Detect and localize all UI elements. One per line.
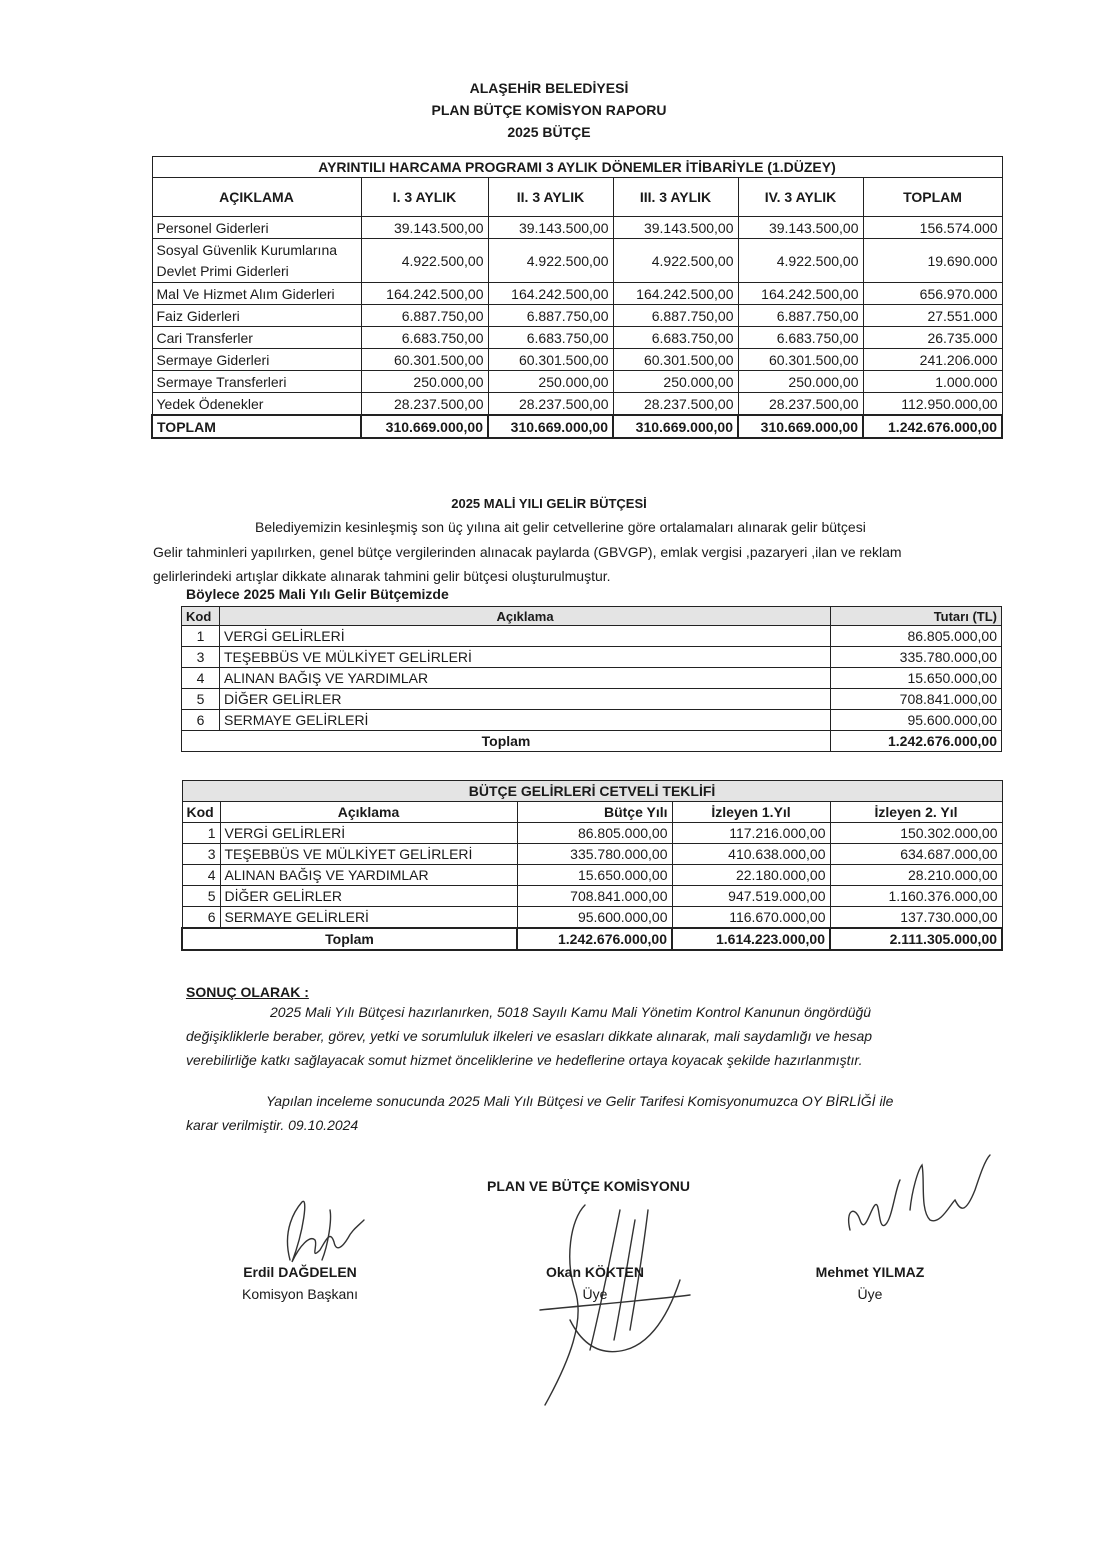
amount-cell: 28.210.000,00: [830, 865, 1002, 886]
row-label: Personel Giderleri: [152, 217, 361, 239]
code-cell: 1: [182, 626, 220, 647]
table-row: [182, 626, 1002, 647]
cell-value: 6.683.750,00: [738, 327, 863, 349]
amount-cell: 137.730.000,00: [830, 907, 1002, 929]
cell-value: 164.242.500,00: [738, 283, 863, 305]
signatory-name: Okan KÖKTEN: [545, 1264, 644, 1280]
column-header: Kod: [182, 802, 220, 823]
revenue-section-title: 2025 MALİ YILI GELİR BÜTÇESİ: [451, 496, 647, 511]
column-header: İzleyen 2. Yıl: [830, 802, 1002, 823]
signatory-role: Üye: [582, 1286, 608, 1302]
municipality-title: ALAŞEHİR BELEDİYESİ: [469, 80, 629, 96]
description-cell: ALINAN BAĞIŞ VE YARDIMLAR: [220, 668, 831, 689]
cell-value: 28.237.500,00: [488, 393, 613, 416]
column-header: Açıklama: [220, 607, 831, 626]
signatory-role: Üye: [857, 1286, 883, 1302]
amount-cell: 947.519.000,00: [672, 886, 830, 907]
code-cell: 3: [182, 647, 220, 668]
cell-value: 27.551.000: [863, 305, 1002, 327]
amount-cell: 86.805.000,00: [831, 626, 1002, 647]
conclusion-paragraph-line: karar verilmiştir. 09.10.2024: [186, 1117, 359, 1133]
description-cell: VERGİ GELİRLERİ: [220, 823, 517, 844]
schedule-table-title: BÜTÇE GELİRLERİ CETVELİ TEKLİFİ: [182, 781, 1002, 802]
signatory-name: Erdil DAĞDELEN: [243, 1264, 357, 1280]
row-label: Sermaye Giderleri: [152, 349, 361, 371]
amount-cell: 708.841.000,00: [517, 886, 672, 907]
cell-value: 1.000.000: [863, 371, 1002, 393]
description-cell: VERGİ GELİRLERİ: [220, 626, 831, 647]
amount-cell: 117.216.000,00: [672, 823, 830, 844]
amount-cell: 708.841.000,00: [831, 689, 1002, 710]
column-header: Açıklama: [220, 802, 517, 823]
cell-value: 156.574.000: [863, 217, 1002, 239]
column-header: AÇIKLAMA: [152, 178, 361, 217]
column-header: Kod: [182, 607, 220, 626]
conclusion-paragraph-line: Yapılan inceleme sonucunda 2025 Mali Yılı Bütçesi ve Gelir Tarifesi Komisyonumuzca OY BİRLİĞİ ile: [266, 1093, 894, 1109]
row-label: Sermaye Transferleri: [152, 371, 361, 393]
conclusion-heading: SONUÇ OLARAK :: [186, 984, 309, 1000]
cell-value: 250.000,00: [738, 371, 863, 393]
cell-value: 60.301.500,00: [613, 349, 738, 371]
table-total-row: [182, 928, 1002, 950]
cell-value: 39.143.500,00: [613, 217, 738, 239]
description-cell: SERMAYE GELİRLERİ: [220, 710, 831, 731]
table-row: [182, 865, 1002, 886]
total-label: Toplam: [182, 731, 831, 752]
code-cell: 3: [182, 844, 220, 865]
amount-cell: 22.180.000,00: [672, 865, 830, 886]
table-row: [182, 823, 1002, 844]
conclusion-paragraph-line: 2025 Mali Yılı Bütçesi hazırlanırken, 5018 Sayılı Kamu Mali Yönetim Kontrol Kanunun öngördüğü: [270, 1004, 872, 1020]
table-header-row: [152, 178, 1002, 217]
budget-year-title: 2025 BÜTÇE: [507, 124, 591, 140]
cell-value: 6.887.750,00: [613, 305, 738, 327]
total-value: 1.242.676.000,00: [863, 415, 1002, 438]
amount-cell: 116.670.000,00: [672, 907, 830, 929]
cell-value: 26.735.000: [863, 327, 1002, 349]
description-cell: TEŞEBBÜS VE MÜLKİYET GELİRLERİ: [220, 844, 517, 865]
total-value: 1.242.676.000,00: [517, 928, 672, 950]
cell-value: 4.922.500,00: [738, 239, 863, 283]
code-cell: 6: [182, 710, 220, 731]
cell-value: 4.922.500,00: [488, 239, 613, 283]
total-value: 310.669.000,00: [613, 415, 738, 438]
total-label: Toplam: [182, 928, 517, 950]
cell-value: 656.970.000: [863, 283, 1002, 305]
table-row: [152, 371, 1002, 393]
cell-value: 60.301.500,00: [488, 349, 613, 371]
cell-value: 241.206.000: [863, 349, 1002, 371]
description-cell: SERMAYE GELİRLERİ: [220, 907, 517, 929]
code-cell: 6: [182, 907, 220, 929]
amount-cell: 634.687.000,00: [830, 844, 1002, 865]
conclusion-paragraph-line: değişikliklerle beraber, görev, yetki ve sorumluluk ilkeleri ve esasları dikkate alınarak, mali saydamlığı ve hesap: [186, 1028, 873, 1044]
cell-value: 250.000,00: [488, 371, 613, 393]
table-title-row: [182, 781, 1002, 802]
cell-value: 28.237.500,00: [361, 393, 488, 416]
total-value: 310.669.000,00: [738, 415, 863, 438]
revenue-schedule-table: [181, 780, 1003, 951]
description-cell: DİĞER GELİRLER: [220, 886, 517, 907]
cell-value: 28.237.500,00: [738, 393, 863, 416]
cell-value: 250.000,00: [361, 371, 488, 393]
table-row: [152, 393, 1002, 416]
cell-value: 60.301.500,00: [361, 349, 488, 371]
code-cell: 4: [182, 668, 220, 689]
revenue-paragraph-line: Gelir tahminleri yapılırken, genel bütçe vergilerinden alınacak paylarda (GBVGP), emlak vergisi ,pazaryeri ,ilan ve reklam: [153, 544, 902, 560]
table-total-row: [182, 731, 1002, 752]
table-header-row: [182, 607, 1002, 626]
table-row: [182, 907, 1002, 929]
row-label: Mal Ve Hizmet Alım Giderleri: [152, 283, 361, 305]
amount-cell: 15.650.000,00: [517, 865, 672, 886]
signatory-name: Mehmet YILMAZ: [815, 1264, 925, 1280]
cell-value: 6.887.750,00: [488, 305, 613, 327]
amount-cell: 410.638.000,00: [672, 844, 830, 865]
revenue-subtitle: Böylece 2025 Mali Yılı Gelir Bütçemizde: [186, 586, 449, 602]
table-title-row: [152, 157, 1002, 178]
code-cell: 1: [182, 823, 220, 844]
cell-value: 250.000,00: [613, 371, 738, 393]
total-value: 2.111.305.000,00: [830, 928, 1002, 950]
column-header: İzleyen 1.Yıl: [672, 802, 830, 823]
table-row: [182, 647, 1002, 668]
amount-cell: 150.302.000,00: [830, 823, 1002, 844]
column-header: Tutarı (TL): [831, 607, 1002, 626]
table-row: [152, 217, 1002, 239]
amount-cell: 86.805.000,00: [517, 823, 672, 844]
cell-value: 6.887.750,00: [738, 305, 863, 327]
amount-cell: 95.600.000,00: [517, 907, 672, 929]
table-row: [152, 327, 1002, 349]
signature-okan: [530, 1200, 700, 1410]
revenue-paragraph-line: Belediyemizin kesinleşmiş son üç yılına ait gelir cetvellerine göre ortalamaları alınarak gelir bütçesi: [255, 519, 866, 535]
table-row: [182, 689, 1002, 710]
cell-value: 28.237.500,00: [613, 393, 738, 416]
cell-value: 39.143.500,00: [361, 217, 488, 239]
program-table-title: AYRINTILI HARCAMA PROGRAMI 3 AYLIK DÖNEMLER İTİBARİYLE (1.DÜZEY): [152, 157, 1002, 178]
cell-value: 39.143.500,00: [738, 217, 863, 239]
cell-value: 112.950.000,00: [863, 393, 1002, 416]
amount-cell: 1.160.376.000,00: [830, 886, 1002, 907]
table-row: [152, 305, 1002, 327]
signature-mehmet: [840, 1150, 1000, 1260]
column-header: II. 3 AYLIK: [488, 178, 613, 217]
cell-value: 6.683.750,00: [613, 327, 738, 349]
row-label: Cari Transferler: [152, 327, 361, 349]
cell-value: 4.922.500,00: [613, 239, 738, 283]
column-header: Bütçe Yılı: [517, 802, 672, 823]
total-value: 1.242.676.000,00: [831, 731, 1002, 752]
column-header: IV. 3 AYLIK: [738, 178, 863, 217]
code-cell: 5: [182, 689, 220, 710]
cell-value: 19.690.000: [863, 239, 1002, 283]
row-label: Faiz Giderleri: [152, 305, 361, 327]
revenue-table: [181, 606, 1002, 752]
description-cell: TEŞEBBÜS VE MÜLKİYET GELİRLERİ: [220, 647, 831, 668]
cell-value: 4.922.500,00: [361, 239, 488, 283]
row-label: Yedek Ödenekler: [152, 393, 361, 416]
expenditure-program-table: [151, 156, 1003, 439]
revenue-paragraph-line: gelirlerindeki artışlar dikkate alınarak tahmini gelir bütçesi oluşturulmuştur.: [153, 568, 611, 584]
table-row: [182, 886, 1002, 907]
amount-cell: 335.780.000,00: [831, 647, 1002, 668]
cell-value: 164.242.500,00: [613, 283, 738, 305]
code-cell: 5: [182, 886, 220, 907]
total-label: TOPLAM: [152, 415, 361, 438]
code-cell: 4: [182, 865, 220, 886]
cell-value: 60.301.500,00: [738, 349, 863, 371]
cell-value: 164.242.500,00: [488, 283, 613, 305]
table-row: [182, 710, 1002, 731]
total-value: 310.669.000,00: [488, 415, 613, 438]
table-row: [152, 283, 1002, 305]
amount-cell: 95.600.000,00: [831, 710, 1002, 731]
description-cell: DİĞER GELİRLER: [220, 689, 831, 710]
table-row: [152, 239, 1002, 283]
total-value: 310.669.000,00: [361, 415, 488, 438]
column-header: I. 3 AYLIK: [361, 178, 488, 217]
amount-cell: 335.780.000,00: [517, 844, 672, 865]
total-value: 1.614.223.000,00: [672, 928, 830, 950]
amount-cell: 15.650.000,00: [831, 668, 1002, 689]
table-row: [182, 668, 1002, 689]
cell-value: 6.683.750,00: [361, 327, 488, 349]
table-header-row: [182, 802, 1002, 823]
table-total-row: [152, 415, 1002, 438]
table-row: [152, 349, 1002, 371]
conclusion-paragraph-line: verebilirliğe katkı sağlayacak somut hizmet önceliklerine ve hedeflerine ortaya koyacak şekilde hazırlanmıştır.: [186, 1052, 863, 1068]
signatory-role: Komisyon Başkanı: [242, 1286, 358, 1302]
column-header: III. 3 AYLIK: [613, 178, 738, 217]
row-label: Sosyal Güvenlik Kurumlarına Devlet Primi Giderleri: [152, 239, 361, 283]
table-row: [182, 844, 1002, 865]
cell-value: 164.242.500,00: [361, 283, 488, 305]
report-title: PLAN BÜTÇE KOMİSYON RAPORU: [431, 102, 667, 118]
cell-value: 6.887.750,00: [361, 305, 488, 327]
committee-title: PLAN VE BÜTÇE KOMİSYONU: [487, 1178, 691, 1194]
cell-value: 39.143.500,00: [488, 217, 613, 239]
column-header: TOPLAM: [863, 178, 1002, 217]
description-cell: ALINAN BAĞIŞ VE YARDIMLAR: [220, 865, 517, 886]
cell-value: 6.683.750,00: [488, 327, 613, 349]
